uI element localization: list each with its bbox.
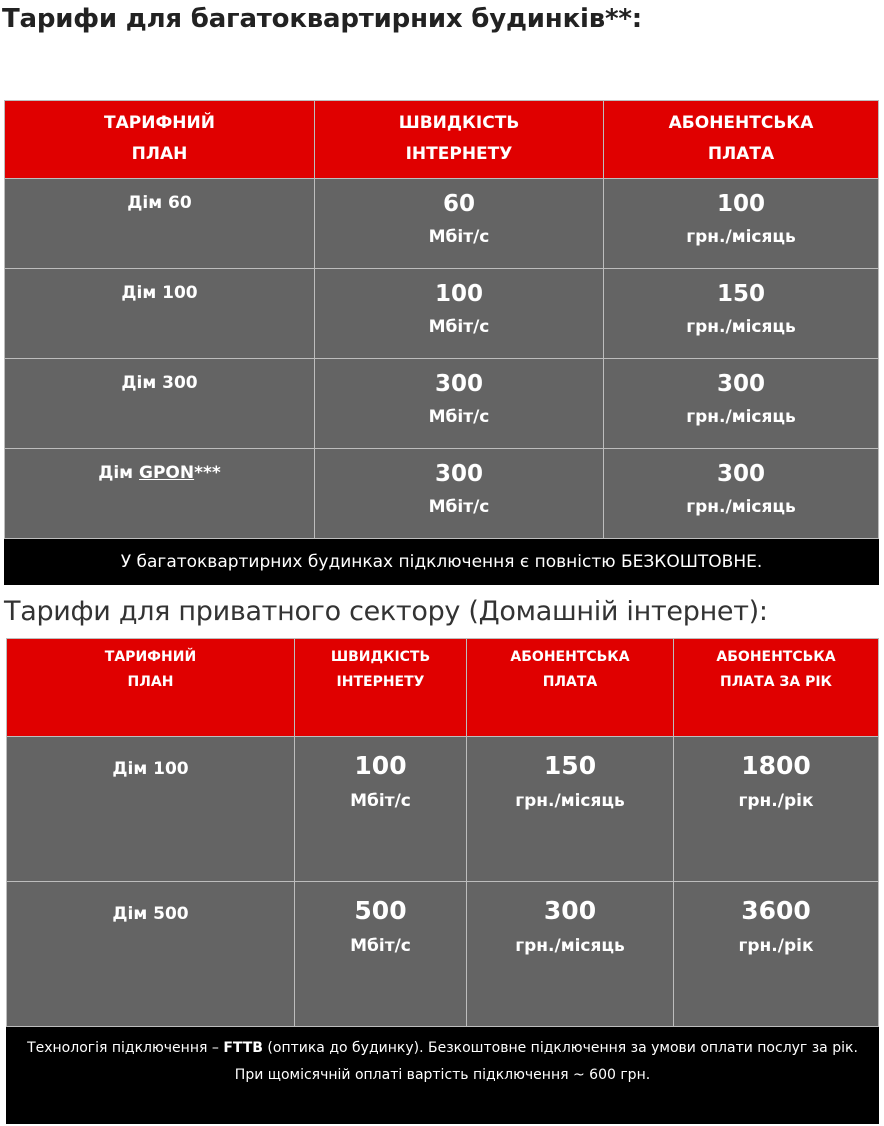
plan-name: Дім 60: [5, 179, 315, 269]
note-line1-prefix: Технологія підключення –: [27, 1040, 224, 1056]
fee-cell: [604, 179, 879, 269]
yearly-fee-value: 1800: [741, 751, 811, 780]
speed-cell: [315, 359, 604, 449]
speed-cell: [315, 269, 604, 359]
table-header-row: [5, 101, 879, 179]
header-yearly-fee: [674, 639, 879, 737]
table-row: [5, 359, 879, 449]
apartment-tariffs-table: [4, 100, 879, 585]
table-row: [5, 179, 879, 269]
header-speed: [295, 639, 467, 737]
fee-cell: [604, 269, 879, 359]
header-fee: [467, 639, 674, 737]
plan-name: Дім 500: [7, 882, 295, 1027]
apartment-tariffs-title: Тарифи для багатоквартирних будинків**:: [2, 4, 642, 34]
fee-unit: грн./місяць: [686, 497, 796, 517]
header-line: ПЛАТА: [542, 674, 598, 690]
yearly-fee-unit: грн./рік: [738, 936, 814, 956]
fee-value: 150: [716, 281, 765, 307]
plan-name: Дім 300: [5, 359, 315, 449]
private-sector-tariffs-table: [6, 638, 879, 1124]
speed-cell: [295, 882, 467, 1027]
header-plan: [7, 639, 295, 737]
header-speed: [315, 101, 604, 179]
fee-cell: [467, 737, 674, 882]
header-line: ТАРИФНИЙ: [104, 649, 197, 665]
header-line: ШВИДКІСТЬ: [398, 113, 520, 133]
plan-name: Дім 100: [5, 269, 315, 359]
fee-value: 300: [716, 371, 765, 397]
yearly-fee-cell: [674, 882, 879, 1027]
speed-unit: Мбіт/с: [428, 317, 490, 337]
fee-unit: грн./місяць: [686, 317, 796, 337]
note-line1-suffix: (оптика до будинку). Безкоштовне підключення за умови оплати послуг за рік.: [262, 1040, 858, 1056]
table-row: [7, 737, 879, 882]
fee-cell: [604, 359, 879, 449]
header-fee: [604, 101, 879, 179]
yearly-fee-cell: [674, 737, 879, 882]
header-plan: [5, 101, 315, 179]
plan-name: [5, 449, 315, 539]
gpon-link[interactable]: GPON: [139, 463, 195, 483]
header-line: ШВИДКІСТЬ: [330, 649, 431, 665]
speed-value: 500: [354, 896, 407, 925]
plan-name: Дім 100: [7, 737, 295, 882]
fee-value: 100: [716, 191, 765, 217]
header-line: ІНТЕРНЕТУ: [405, 144, 513, 164]
speed-cell: [315, 449, 604, 539]
speed-value: 100: [434, 281, 483, 307]
speed-unit: Мбіт/с: [350, 791, 411, 811]
table-row: [5, 449, 879, 539]
speed-unit: Мбіт/с: [428, 227, 490, 247]
header-line: АБОНЕНТСЬКА: [668, 113, 814, 133]
speed-value: 300: [434, 371, 483, 397]
header-line: АБОНЕНТСЬКА: [716, 649, 836, 665]
connection-technology-note: [7, 1027, 879, 1124]
yearly-fee-unit: грн./рік: [738, 791, 814, 811]
speed-value: 300: [434, 461, 483, 487]
fee-value: 300: [716, 461, 765, 487]
header-line: ПЛАН: [127, 674, 174, 690]
note-line2: При щомісячній оплаті вартість підключення ~ 600 грн.: [234, 1067, 651, 1083]
note-row: [5, 539, 879, 585]
fee-unit: грн./місяць: [515, 936, 625, 956]
fee-value: 300: [543, 896, 597, 925]
note-fttb: FTTB: [223, 1040, 263, 1056]
fee-unit: грн./місяць: [686, 407, 796, 427]
speed-value: 60: [442, 191, 475, 217]
fee-cell: [467, 882, 674, 1027]
private-sector-tariffs-title: Тарифи для приватного сектору (Домашній інтернет):: [4, 596, 768, 627]
speed-unit: Мбіт/с: [350, 936, 411, 956]
table-header-row: [7, 639, 879, 737]
header-line: ПЛАН: [131, 144, 188, 164]
speed-cell: [295, 737, 467, 882]
header-line: АБОНЕНТСЬКА: [510, 649, 630, 665]
fee-unit: грн./місяць: [686, 227, 796, 247]
speed-value: 100: [354, 751, 407, 780]
header-line: ІНТЕРНЕТУ: [336, 674, 425, 690]
plan-prefix: Дім: [98, 463, 140, 483]
speed-unit: Мбіт/с: [428, 407, 490, 427]
speed-unit: Мбіт/с: [428, 497, 490, 517]
header-line: ТАРИФНИЙ: [104, 113, 215, 133]
header-line: ПЛАТА ЗА РІК: [719, 674, 832, 690]
table-row: [5, 269, 879, 359]
free-connection-note: У багатоквартирних будинках підключення є повністю БЕЗКОШТОВНЕ.: [5, 539, 879, 585]
note-row: [7, 1027, 879, 1124]
plan-suffix: ***: [194, 463, 221, 483]
fee-value: 150: [543, 751, 597, 780]
header-line: ПЛАТА: [707, 144, 775, 164]
speed-cell: [315, 179, 604, 269]
fee-unit: грн./місяць: [515, 791, 625, 811]
fee-cell: [604, 449, 879, 539]
yearly-fee-value: 3600: [741, 896, 811, 925]
table-row: [7, 882, 879, 1027]
